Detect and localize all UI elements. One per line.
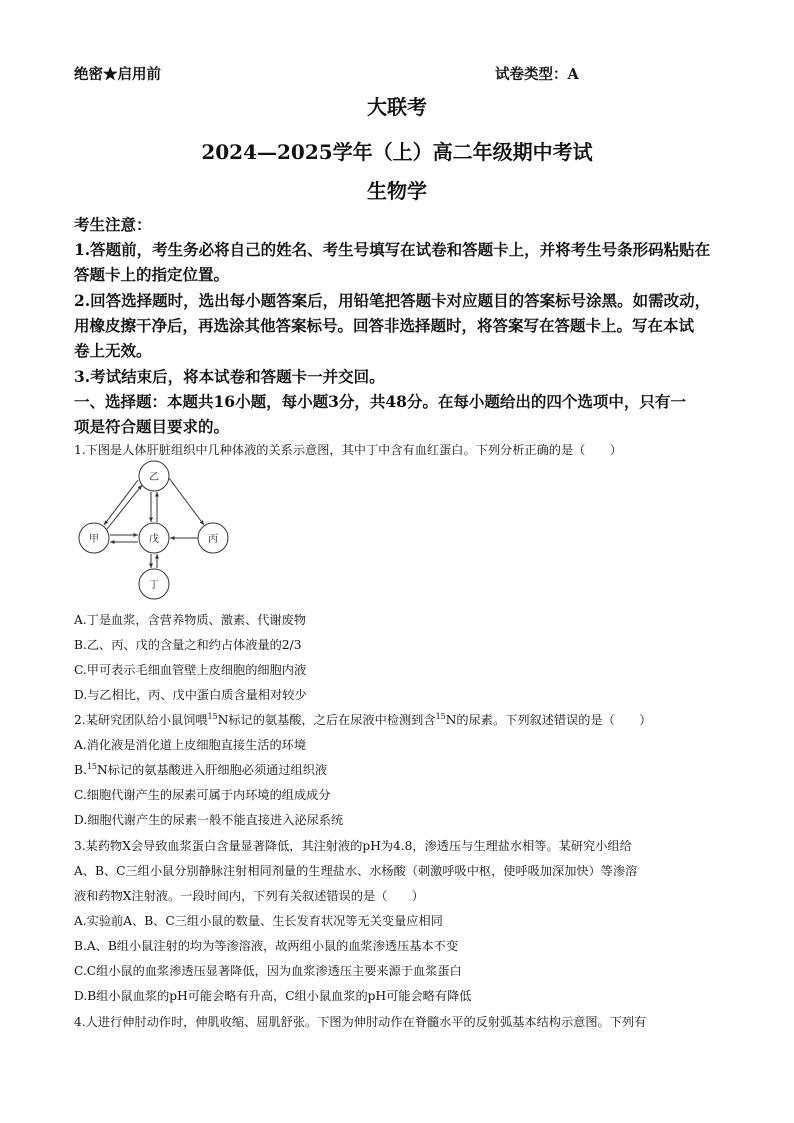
q3-option-a: A.实验前A、B、C三组小鼠的数量、生长发育状况等无关变量应相同: [74, 914, 443, 928]
q3-option-d: D.B组小鼠血浆的pH可能会略有升高，C组小鼠血浆的pH可能会略有降低: [74, 989, 472, 1003]
q2-stem: [74, 711, 734, 728]
node-bing-label: 丙: [208, 534, 218, 545]
q3-option-c: C.C组小鼠的血浆渗透压显著降低，因为血浆渗透压主要来源于血浆蛋白: [74, 964, 462, 978]
q2-stem-part: N的尿素。下列叙述错误的是（ ）: [445, 713, 652, 727]
q1-option-b: B.乙、丙、戊的含量之和约占体液量的2/3: [74, 638, 302, 652]
q1-option-a: A.丁是血浆，含营养物质、激素、代谢废物: [74, 613, 307, 627]
q2-stem-part: N标记的氨基酸，之后在尿液中检测到含: [217, 713, 436, 727]
q2-option-b: [74, 761, 734, 778]
q1-option-c: C.甲可表示毛细血管壁上皮细胞的细胞内液: [74, 663, 307, 677]
q1-stem: 1.下图是人体肝脏组织中几种体液的关系示意图，其中丁中含有血红蛋白。下列分析正确的是（ ）: [74, 443, 622, 457]
q3-option-b: B.A、B组小鼠注射的均为等渗溶液，故两组小鼠的血浆渗透压基本不变: [74, 939, 459, 953]
isotope-mass-number: 15: [86, 761, 98, 771]
notice-heading: 考生注意：: [74, 215, 152, 234]
q4-stem: 4.人进行伸肘动作时，伸肌收缩、屈肌舒张。下图为伸肘动作在脊髓水平的反射弧基本结构示意图。下列有: [74, 1015, 647, 1029]
org-title: 大联考: [367, 95, 427, 119]
notice-line: 1.答题前，考生务必将自己的姓名、考生号填写在试卷和答题卡上，并将考生号条形码粘贴在: [74, 240, 711, 259]
arrow-yi-to-bing: [169, 478, 204, 525]
section-heading-cont: 项是符合题目要求的。: [74, 417, 230, 436]
isotope-mass-number: 15: [435, 711, 446, 721]
section-heading: 一、选择题：本题共16小题，每小题3分，共48分。在每小题给出的四个选项中，只有一: [74, 392, 686, 411]
node-ding-label: 丁: [149, 580, 159, 591]
isotope-mass-number: 15: [207, 711, 218, 721]
paper-type-label: 试卷类型：A: [495, 66, 579, 83]
node-jia-label: 甲: [89, 534, 99, 545]
q2-option-b-text: N标记的氨基酸进入肝细胞必须通过组织液: [97, 763, 328, 777]
notice-line: 3.考试结束后，将本试卷和答题卡一并交回。: [74, 367, 385, 386]
q2-option-d: D.细胞代谢产生的尿素一般不能直接进入泌尿系统: [74, 813, 344, 827]
q2-stem-part: 2.某研究团队给小鼠饲喂: [74, 713, 208, 727]
q3-stem-line: A、B、C三组小鼠分别静脉注射相同剂量的生理盐水、水杨酸（刺激呼吸中枢，使呼吸加深加快）等渗溶: [74, 864, 638, 878]
q3-stem-line: 3.某药物X会导致血浆蛋白含量显著降低，其注射液的pH为4.8，渗透压与生理盐水相等。某研究小组给: [74, 839, 632, 853]
exam-title: 2024—2025学年（上）高二年级期中考试: [201, 140, 593, 164]
subject-title: 生物学: [367, 179, 427, 203]
notice-line: 用橡皮擦干净后，再选涂其他答案标号。回答非选择题时，将答案写在答题卡上。写在本试: [74, 316, 695, 335]
notice-line: 卷上无效。: [74, 341, 152, 360]
node-wu-label: 戊: [149, 534, 159, 545]
q2-option-a: A.消化液是消化道上皮细胞直接生活的环境: [74, 738, 307, 752]
q2-option-b-letter: B.: [74, 763, 87, 777]
q3-stem-line: 液和药物X注射液。一段时间内，下列有关叙述错误的是（ ）: [74, 889, 424, 903]
q2-option-c: C.细胞代谢产生的尿素可属于内环境的组成成分: [74, 788, 331, 802]
q1-option-d: D.与乙相比，丙、戊中蛋白质含量相对较少: [74, 688, 307, 702]
notice-line: 答题卡上的指定位置。: [74, 265, 230, 284]
node-yi-label: 乙: [149, 472, 159, 483]
confidential-label: 绝密★启用前: [74, 66, 161, 83]
arrow-yi-to-jia: [104, 480, 138, 525]
notice-line: 2.回答选择题时，选出每小题答案后，用铅笔把答题卡对应题目的答案标号涂黑。如需改动，: [74, 291, 711, 310]
body-fluid-diagram: [76, 460, 256, 602]
arrow-jia-to-yi: [107, 485, 142, 529]
